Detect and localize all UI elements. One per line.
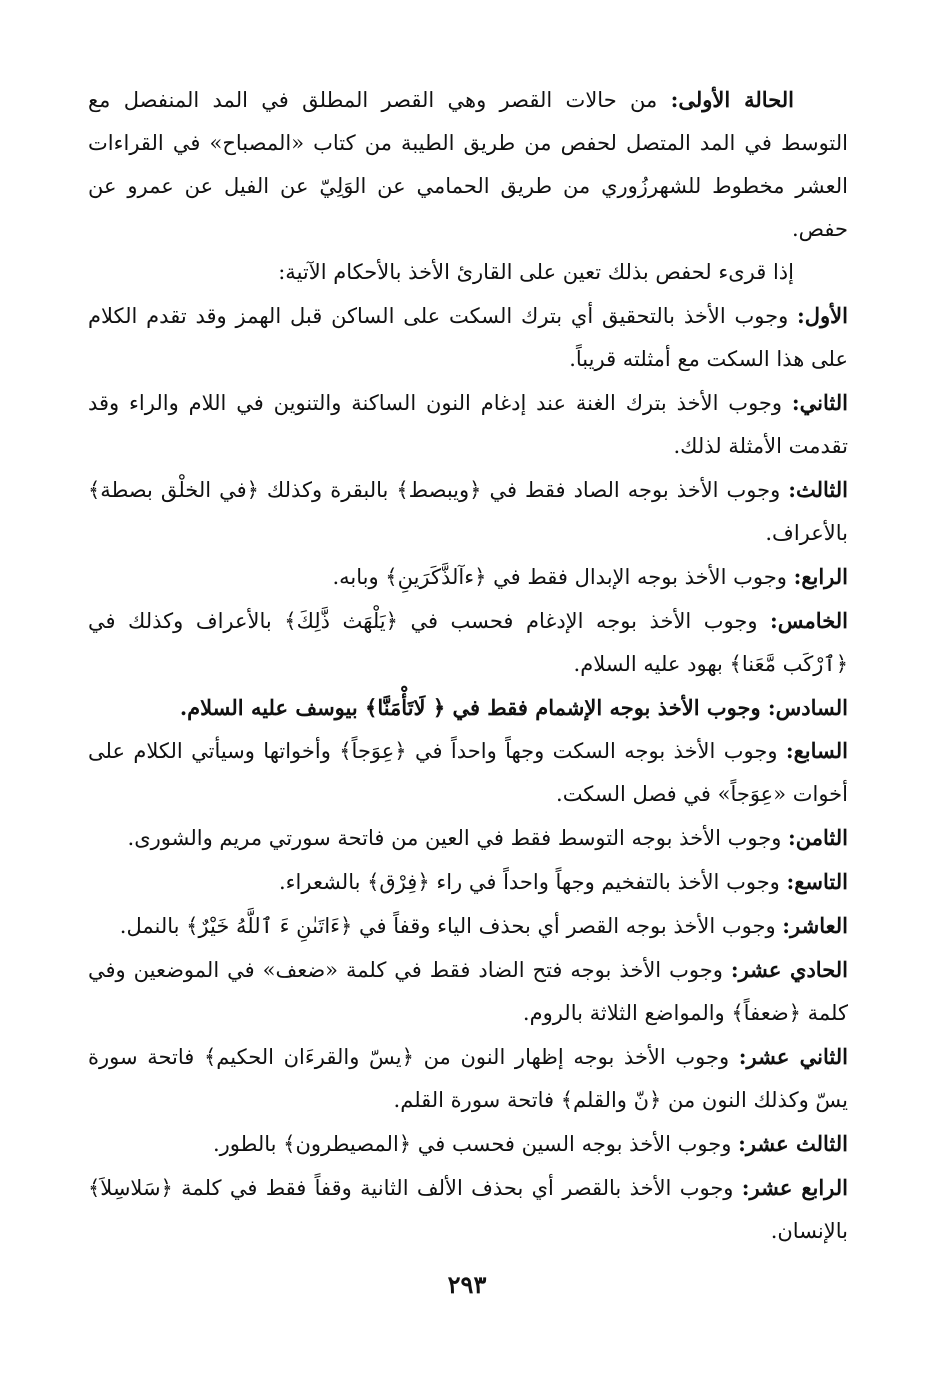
paragraph-text: وجوب الأخذ بوجه السكت وجهاً واحداً في ﴿عِوَجاً﴾ وأخواتها وسيأتي الكلام على أخوات «عِوَجاً» في فصل السكت. (88, 739, 848, 806)
paragraph-label: الثالث: (788, 477, 848, 502)
paragraph-label: السادس: (767, 695, 848, 720)
paragraph-text: وجوب الأخذ بوجه فتح الضاد فقط في كلمة «ضعف» في الموضعين وفي كلمة ﴿ضعفاً﴾ والمواضع الثلاثة بالروم. (88, 958, 848, 1025)
paragraph-text: من حالات القصر وهي القصر المطلق في المد المنفصل مع التوسط في المد المتصل لحفص من طريق الطيبة من كتاب «المصباح» في القراءات العشر مخطوط للشهرزُوري من طريق الحمامي عن الوَلِيّ عن الفيل عن عمرو عن حفص. (88, 88, 848, 241)
paragraph-text: وجوب الأخذ بوجه التوسط فقط في العين من فاتحة سورتي مريم والشورى. (127, 826, 789, 850)
paragraph-rule-12 (88, 1035, 848, 1122)
paragraph-text: وجوب الأخذ بالتفخيم وجهاً واحداً في راء ﴿فِرْق﴾ بالشعراء. (278, 870, 787, 894)
page-body (88, 78, 848, 1253)
paragraph-text: وجوب الأخذ بوجه القصر أي بحذف الياء وقفاً في ﴿ءَاتَىٰنِ ءَ ٱللَّهُ خَيْرٌ﴾ بالنمل. (119, 914, 783, 938)
paragraph-text: وجوب الأخذ بوجه الإدغام فحسب في ﴿يَلْهَث ذَّلِكَ﴾ بالأعراف وكذلك في ﴿ٱرْكَب مَّعَنا﴾ بهود عليه السلام. (88, 609, 848, 676)
paragraph-label: الثاني: (791, 390, 848, 415)
paragraph-label: الرابع: (793, 564, 848, 589)
paragraph-text: وجوب الأخذ بوجه إظهار النون من ﴿يسّ والقرءَان الحكيم﴾ فاتحة سورة يسّ وكذلك النون من ﴿نّ والقلم﴾ فاتحة سورة القلم. (88, 1045, 848, 1112)
paragraph-text: وجوب الأخذ بوجه الإشمام فقط في ﴿ لَاتَأْمَنَّا﴾ بيوسف عليه السلام. (179, 695, 768, 720)
paragraph-rule-2 (88, 381, 848, 468)
paragraph-rule-8 (88, 816, 848, 860)
paragraph-rule-3 (88, 468, 848, 555)
paragraph-rule-14 (88, 1166, 848, 1253)
paragraph-text: وجوب الأخذ بوجه السين فحسب في ﴿المصيطرون﴾ بالطور. (212, 1132, 739, 1156)
paragraph-rule-6 (88, 686, 848, 729)
paragraph-label: العاشر: (782, 913, 848, 938)
paragraph-label: الثالث عشر: (738, 1131, 848, 1156)
paragraph-label: الحادي عشر: (730, 957, 848, 982)
paragraph-rule-1 (88, 294, 848, 381)
paragraph-label: السابع: (785, 738, 848, 763)
paragraph-label: الحالة الأولى: (670, 87, 794, 112)
paragraph-label: الأول: (797, 303, 848, 328)
paragraph-text: إذا قرىء لحفص بذلك تعين على القارئ الأخذ بالأحكام الآتية: (278, 260, 794, 284)
paragraph-text: وجوب الأخذ بالتحقيق أي بترك السكت على الساكن قبل الهمز وقد تقدم الكلام على هذا السكت مع أمثلته قريباً. (88, 304, 848, 371)
paragraph-label: الثامن: (788, 825, 848, 850)
paragraph-text: وجوب الأخذ بوجه الإبدال فقط في ﴿ءآلذَّكَرَينِ﴾ وبابه. (332, 565, 794, 589)
paragraph-rule-9 (88, 860, 848, 904)
paragraph-rule-7 (88, 729, 848, 816)
paragraph-label: الثاني عشر: (738, 1044, 848, 1069)
paragraph-rule-11 (88, 948, 848, 1035)
paragraph-rule-5 (88, 599, 848, 686)
page-number: ٢٩٣ (447, 1270, 487, 1299)
paragraph-text: وجوب الأخذ بالقصر أي بحذف الألف الثانية وقفاً فقط في كلمة ﴿سَلاسِلاَ﴾ بالإنسان. (88, 1176, 848, 1243)
paragraph-text: وجوب الأخذ بترك الغنة عند إدغام النون الساكنة والتنوين في اللام والراء وقد تقدمت الأمثلة لذلك. (88, 391, 848, 458)
paragraph-rule-4 (88, 555, 848, 599)
paragraph-rule-10 (88, 904, 848, 948)
paragraph-intro (88, 78, 848, 251)
paragraph-condition (88, 251, 848, 294)
paragraph-rule-13 (88, 1122, 848, 1166)
paragraph-text: وجوب الأخذ بوجه الصاد فقط في ﴿ويبصط﴾ بالبقرة وكذلك ﴿في الخلْق بصطة﴾ بالأعراف. (88, 478, 848, 545)
paragraph-label: الرابع عشر: (741, 1175, 848, 1200)
paragraph-label: التاسع: (786, 869, 848, 894)
paragraph-label: الخامس: (770, 608, 848, 633)
